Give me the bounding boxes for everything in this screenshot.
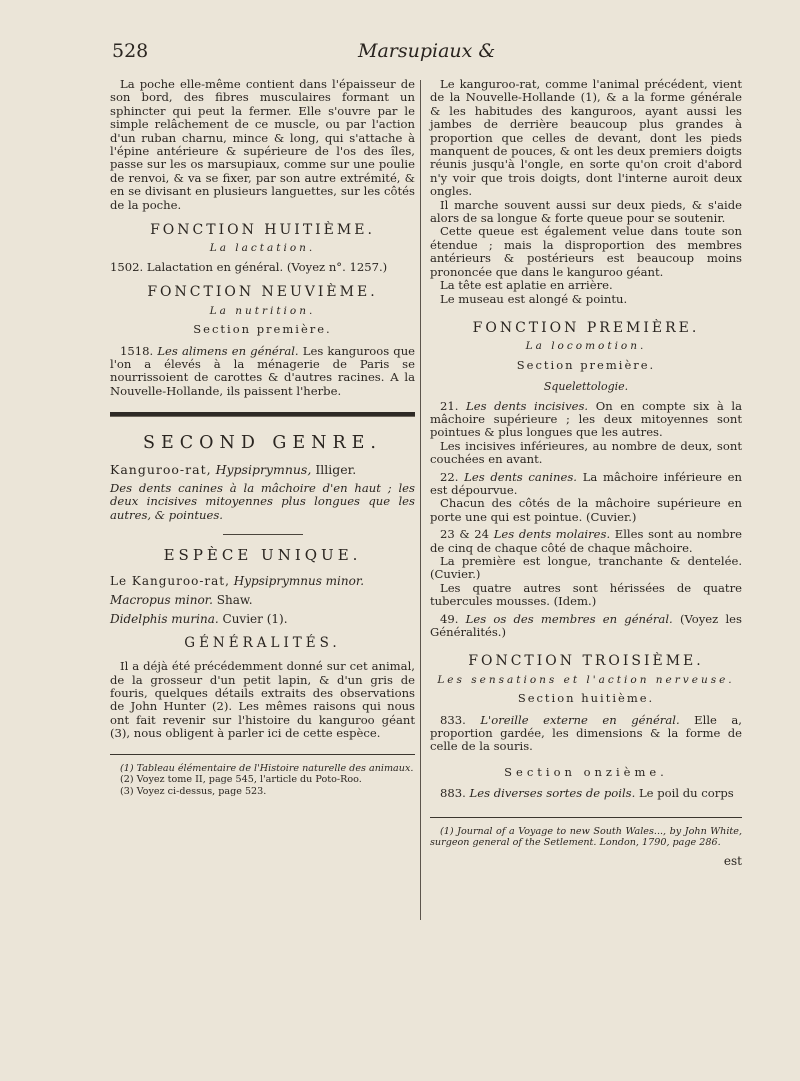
- item-text: On en compte six à la mâchoire supérieure ; les deux mitoyennes sont pointues & plus longues que les autres.: [430, 398, 742, 440]
- section-premiere-heading: Section première.: [516, 357, 656, 372]
- item-text: Elles sont au nombre de cinq de chaque côté de chaque mâchoire.: [430, 527, 743, 555]
- item-title: Les os des membres en général.: [465, 611, 673, 626]
- item-title: L'oreille externe en général.: [480, 712, 680, 727]
- item-number: 1518.: [120, 343, 154, 358]
- footnote-rule: [110, 754, 415, 755]
- page-number: 528: [112, 40, 149, 62]
- item-text: La mâchoire inférieure en est dépourvue.: [430, 469, 742, 497]
- item-text: Elle a, proportion gardée, les dimensions & la forme de celle de la souris.: [430, 712, 742, 754]
- synonym-line-2: [110, 613, 415, 626]
- item-text: Le poil du corps: [638, 786, 734, 801]
- item-number: 23 & 24: [440, 527, 490, 542]
- section-huitieme-heading: Section huitième.: [517, 691, 655, 706]
- paragraph-49: [430, 613, 742, 640]
- section-premiere-heading: Section première.: [193, 322, 332, 337]
- footnote: (2) Voyez tome II, page 545, l'article du Poto-Roo.: [120, 774, 362, 786]
- paragraph-1518: [110, 345, 415, 399]
- heading-fonction-premiere: FONCTION PREMIÈRE.: [472, 319, 700, 336]
- paragraph-museau: Le museau est alongé & pointu.: [440, 291, 628, 306]
- paragraph-kanguroo-rat: Le kanguroo-rat, comme l'animal précédent, vient de la Nouvelle-Hollande (1), & a la forme générale & les habitudes des kanguroos, ayant aussi les jambes de derrière beaucoup plus grandes à proportion que celles de devant, dont les pieds manquent de pouces, & ont les deux premiers doigts réunis jusqu'à l'ongle, en sorte qu'on croit d'abord n'y voir que trois doigts, dont l'interne auroit deux ongles.: [430, 77, 742, 199]
- item-title: Les diverses sortes de poils.: [469, 786, 636, 801]
- paragraph-883: [430, 787, 742, 800]
- subheading-squelettologie: Squelettologie.: [543, 380, 629, 394]
- subheading-locomotion: La locomotion.: [525, 340, 647, 353]
- catchword: est: [723, 854, 742, 869]
- subheading-lactation: La lactation.: [209, 242, 316, 255]
- item-title: Les dents canines.: [464, 469, 577, 484]
- footnotes-left: [110, 763, 415, 798]
- paragraph-22: [430, 471, 742, 498]
- synonym-line-1: [110, 594, 415, 607]
- subheading-nutrition: La nutrition.: [209, 304, 316, 317]
- genre-separator-rule: [110, 412, 415, 417]
- synonym-latin: Macropus minor.: [110, 592, 213, 607]
- footnote: (1) Tableau élémentaire de l'Histoire naturelle des animaux.: [120, 762, 414, 774]
- paragraph-23b: La première est longue, tranchante & dentelée. (Cuvier.): [430, 554, 742, 582]
- espece-name: Le Kanguroo-rat,: [110, 573, 230, 588]
- paragraph-21b: Les incisives inférieures, au nombre de deux, sont couchées en avant.: [430, 438, 742, 467]
- genre-author: Illiger.: [315, 461, 357, 477]
- item-number: 21.: [440, 398, 459, 413]
- heading-second-genre: SECOND GENRE.: [143, 433, 382, 454]
- running-head: [112, 40, 714, 66]
- paragraph-queue: Cette queue est également velue dans toute son étendue ; mais la disproportion des membres antérieurs & postérieurs est beaucoup moins prononcée que dans le kanguroo géant.: [430, 224, 742, 279]
- subheading-sensations: Les sensations et l'action nerveuse.: [437, 673, 735, 686]
- synonym-latin: Didelphis murina.: [110, 612, 219, 627]
- item-text: Les kanguroos que l'on a élevés à la ménagerie de Paris se nourrissoient de carottes & d'autres racines. A la Nouvelle-Hollande, ils paissent l'herbe.: [110, 343, 416, 398]
- running-title: Marsupiaux &: [358, 40, 496, 62]
- synonym-author: Cuvier (1).: [222, 612, 288, 627]
- paragraph-poche: La poche elle-même contient dans l'épaisseur de son bord, des fibres musculaires formant un sphincter qui peut la fermer. Elle s'ouvre par le simple relâchement de ce muscle, ou par l'action d'un ruban charnu, mince & long, qui s'attache à l'épine antérieure & supérieure de l'os des îles, passe sur les os marsupiaux, comme sur une poulie de renvoi, & va se fixer, par son autre extrémité, & en se divisant en plusieurs languettes, sur les côtés de la poche.: [110, 77, 415, 212]
- synonym-author: Shaw.: [216, 592, 253, 607]
- footnote: (3) Voyez ci-dessus, page 523.: [120, 786, 267, 798]
- footnote-rule: [430, 817, 742, 818]
- item-number: 49.: [440, 611, 459, 626]
- item-title: Les alimens en général.: [157, 343, 299, 358]
- item-title: Les dents molaires.: [493, 527, 611, 542]
- heading-fonction-troisieme: FONCTION TROISIÈME.: [468, 653, 704, 670]
- paragraph-1502: 1502. Lalactation en général. (Voyez n°. 1257.): [110, 259, 388, 274]
- item-text: (Voyez les Généralités.): [430, 611, 742, 640]
- heading-fonction-huitieme: FONCTION HUITIÈME.: [150, 222, 375, 239]
- paragraph-22b: Chacun des côtés de la mâchoire supérieure en porte une qui est pointue. (Cuvier.): [430, 496, 742, 524]
- heading-espece-unique: ESPÈCE UNIQUE.: [163, 546, 362, 565]
- column-divider: [420, 80, 421, 920]
- paragraph-23-24: [430, 528, 742, 555]
- section-onzieme-heading: Section onzième.: [504, 764, 668, 779]
- item-number: 833.: [440, 712, 466, 727]
- short-rule: [223, 534, 303, 535]
- espece-name-line: [110, 575, 415, 588]
- item-number: 22.: [440, 469, 459, 484]
- espece-latin: Hypsiprymnus minor.: [233, 573, 365, 588]
- item-number: 883.: [440, 786, 466, 801]
- right-column: [430, 78, 742, 869]
- genre-name: Kanguroo-rat,: [110, 461, 212, 477]
- left-column: [110, 78, 415, 798]
- paragraph-23c: Les quatre autres sont hérissées de quatre tubercules mousses. (Idem.): [430, 580, 742, 609]
- paragraph-marche: Il marche souvent aussi sur deux pieds, & s'aide alors de sa longue & forte queue pour se soutenir.: [430, 197, 742, 226]
- genre-description: Des dents canines à la mâchoire d'en haut ; les deux incisives mitoyennes plus longues que les autres, & pointues.: [110, 480, 415, 522]
- genre-latin: Hypsiprymnus,: [215, 461, 312, 477]
- heading-generalites: GÉNÉRALITÉS.: [184, 634, 341, 651]
- paragraph-generalites: Il a déjà été précédemment donné sur cet animal, de la grosseur d'un petit lapin, & d'un gris de fouris, quelques détails extraits des observations de John Hunter (2). Les mêmes raisons qui nous ont fait revenir sur l'histoire du kanguroo géant (3), nous obligent à parler ici de cette espèce.: [110, 659, 415, 741]
- footnote: (1) Journal of a Voyage to new South Wales..., by John White, surgeon general of the Setlement. London, 1790, page 286.: [430, 825, 742, 849]
- paragraph-21: [430, 400, 742, 440]
- heading-fonction-neuvieme: FONCTION NEUVIÈME.: [147, 284, 378, 301]
- footnotes-right: [430, 826, 742, 850]
- paragraph-833: [430, 714, 742, 754]
- genre-name-line: [110, 463, 415, 476]
- paragraph-tete: La tête est aplatie en arrière.: [440, 278, 613, 293]
- item-title: Les dents incisives.: [466, 398, 589, 413]
